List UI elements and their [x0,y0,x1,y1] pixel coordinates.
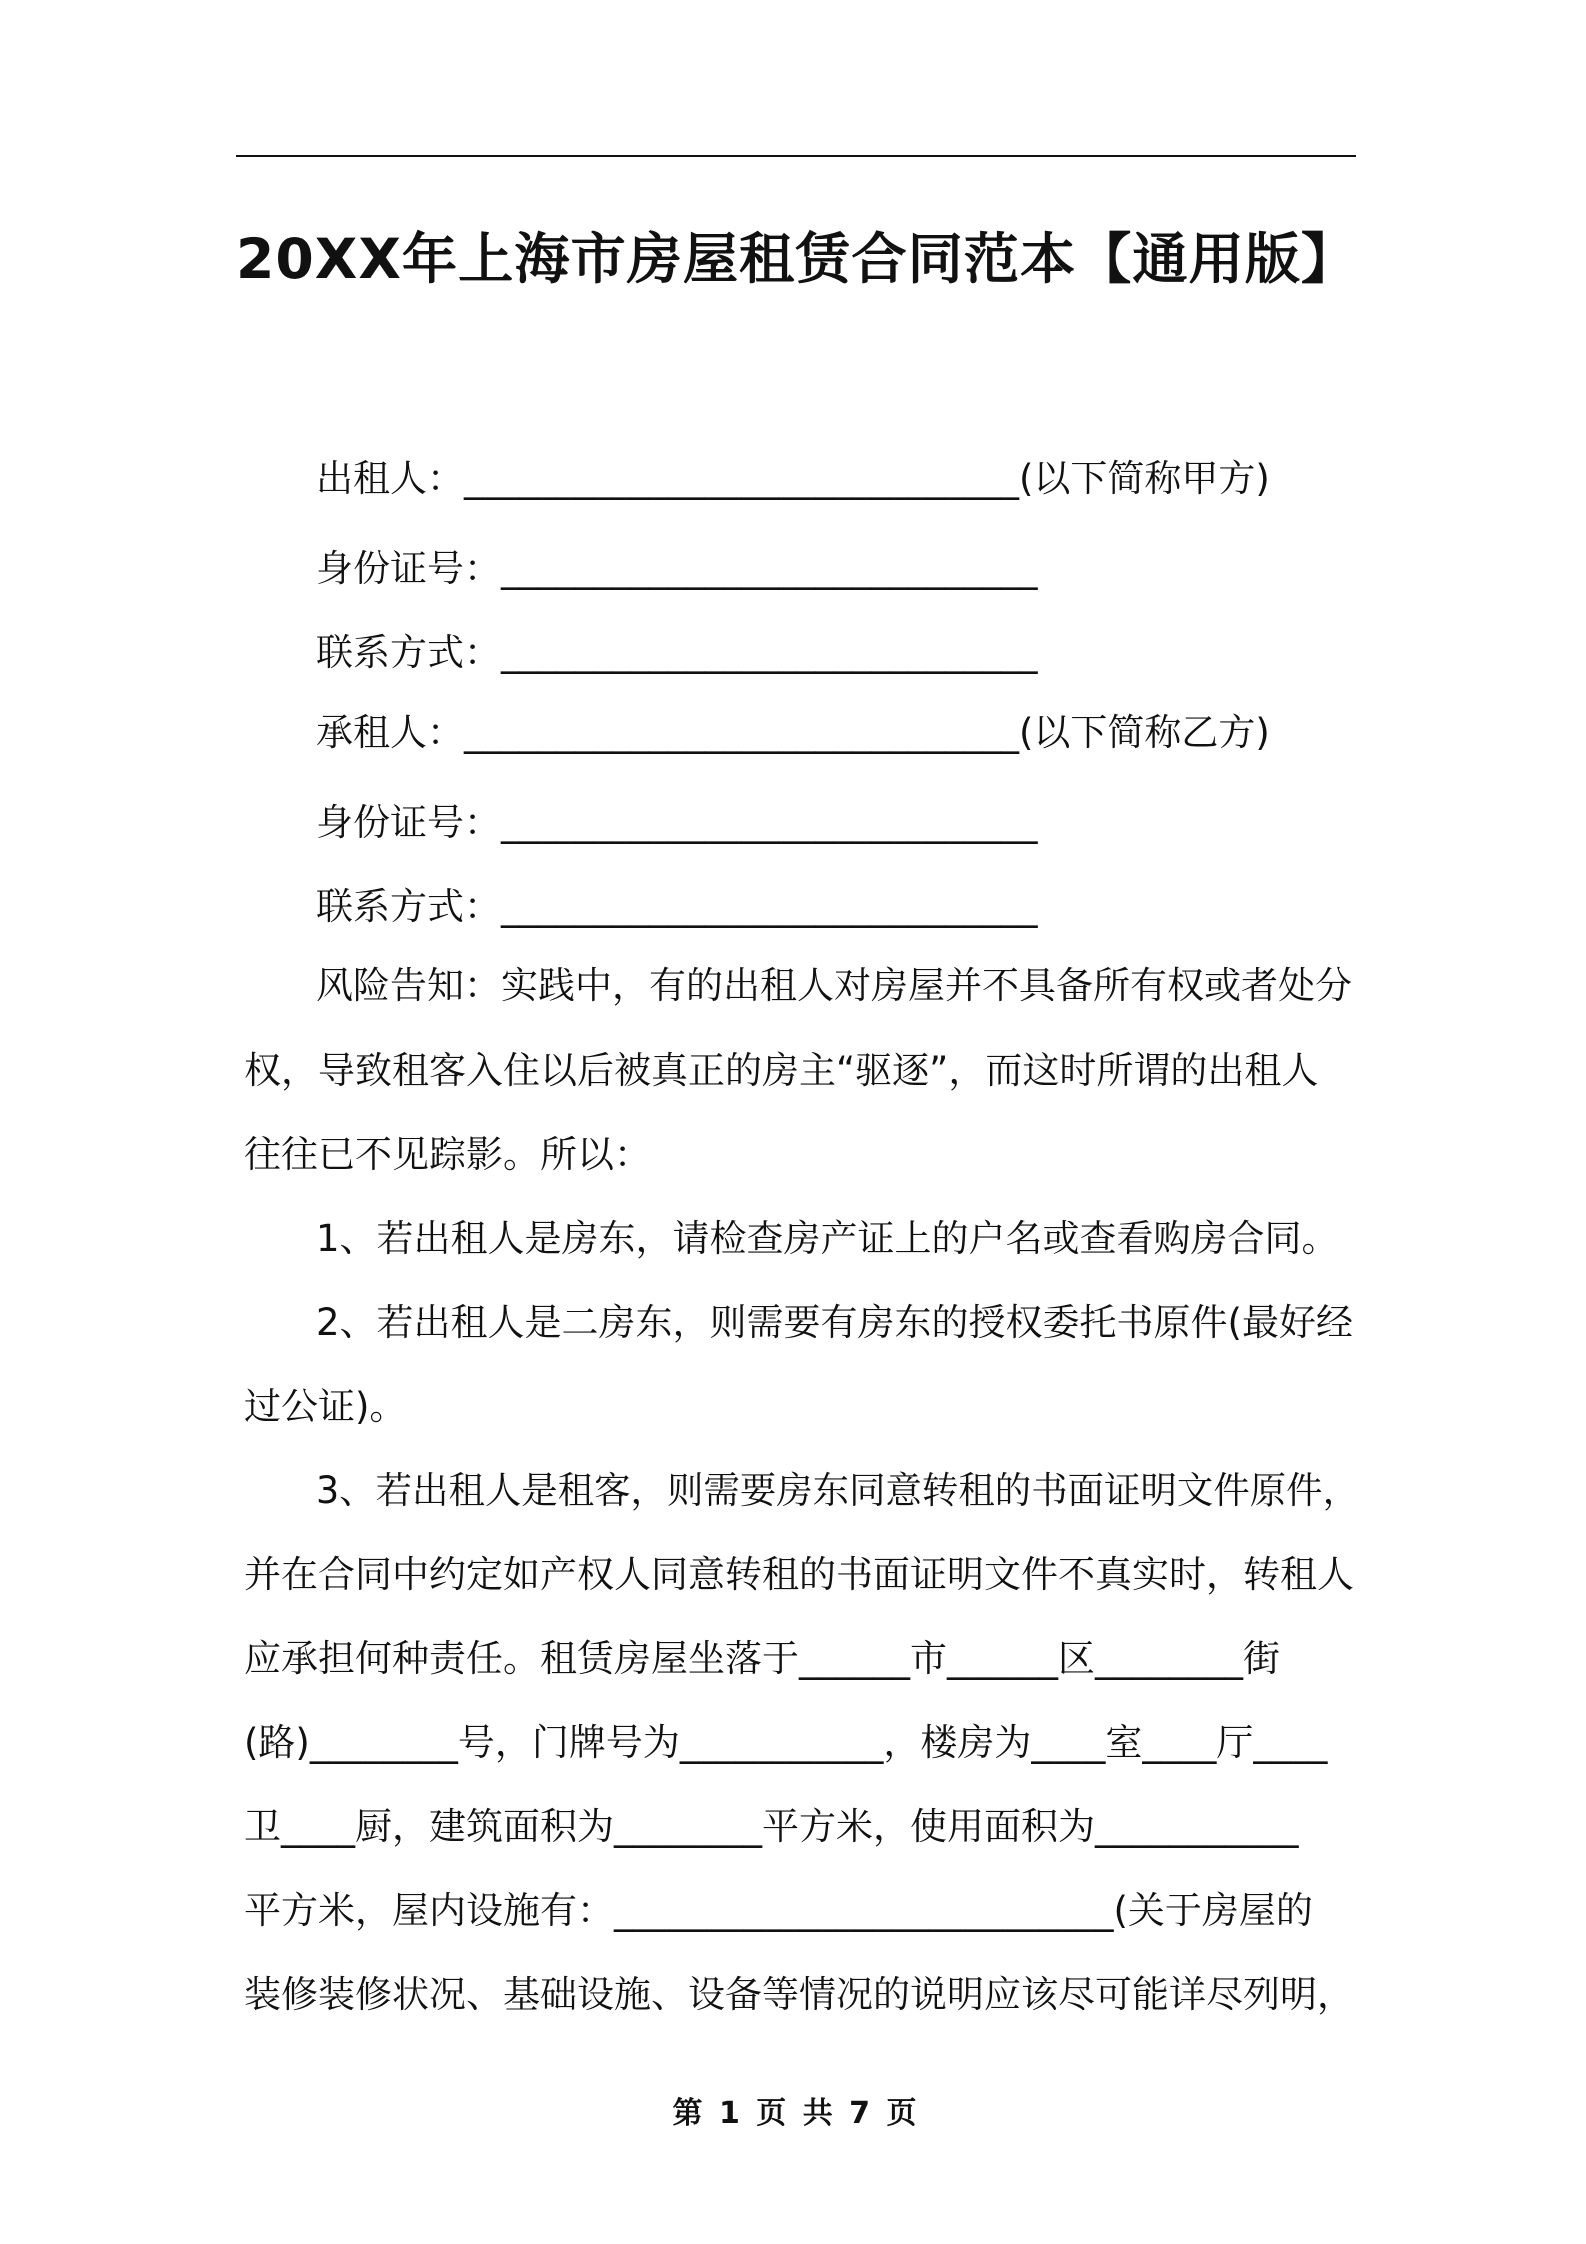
lessee-name-line: 承租人：______________________________(以下简称乙方) [316,711,1270,754]
lessee-id-line: 身份证号：_____________________________ [316,801,1038,844]
list-item-2: 2、若出租人是二房东，则需要有房东的授权委托书原件(最好经 [316,1301,1353,1344]
header-rule [236,155,1356,157]
lessor-id-line: 身份证号：_____________________________ [316,547,1038,590]
paragraph-line: 卫____厨，建筑面积为________平方米，使用面积为___________ [244,1805,1299,1848]
lessee-contact-line: 联系方式：_____________________________ [316,885,1038,928]
list-item-1: 1、若出租人是房东，请检查房产证上的户名或查看购房合同。 [316,1217,1339,1260]
list-item-3: 3、若出租人是租客，则需要房东同意转租的书面证明文件原件， [316,1469,1360,1512]
paragraph-line: 平方米，屋内设施有：___________________________(关于房屋的 [244,1889,1313,1932]
paragraph-line: 风险告知：实践中，有的出租人对房屋并不具备所有权或者处分 [316,964,1352,1007]
lessor-contact-line: 联系方式：_____________________________ [316,631,1038,674]
paragraph-line: 过公证)。 [244,1385,407,1428]
paragraph-line: 应承担何种责任。租赁房屋坐落于______市______区________街 [244,1637,1280,1680]
lessor-name-line: 出租人：______________________________(以下简称甲方) [316,457,1270,500]
document-title: 20XX年上海市房屋租赁合同范本【通用版】 [236,228,1358,292]
paragraph-line: 往往已不见踪影。所以： [244,1133,651,1176]
paragraph-line: 权，导致租客入住以后被真正的房主“驱逐”，而这时所谓的出租人 [244,1049,1319,1092]
page-number: 第 1 页 共 7 页 [672,2096,920,2131]
paragraph-line: 装修装修状况、基础设施、设备等情况的说明应该尽可能详尽列明， [244,1973,1354,2016]
paragraph-line: 并在合同中约定如产权人同意转租的书面证明文件不真实时，转租人 [244,1553,1354,1596]
paragraph-line: (路)________号，门牌号为___________，楼房为____室____厅____ [244,1721,1328,1764]
